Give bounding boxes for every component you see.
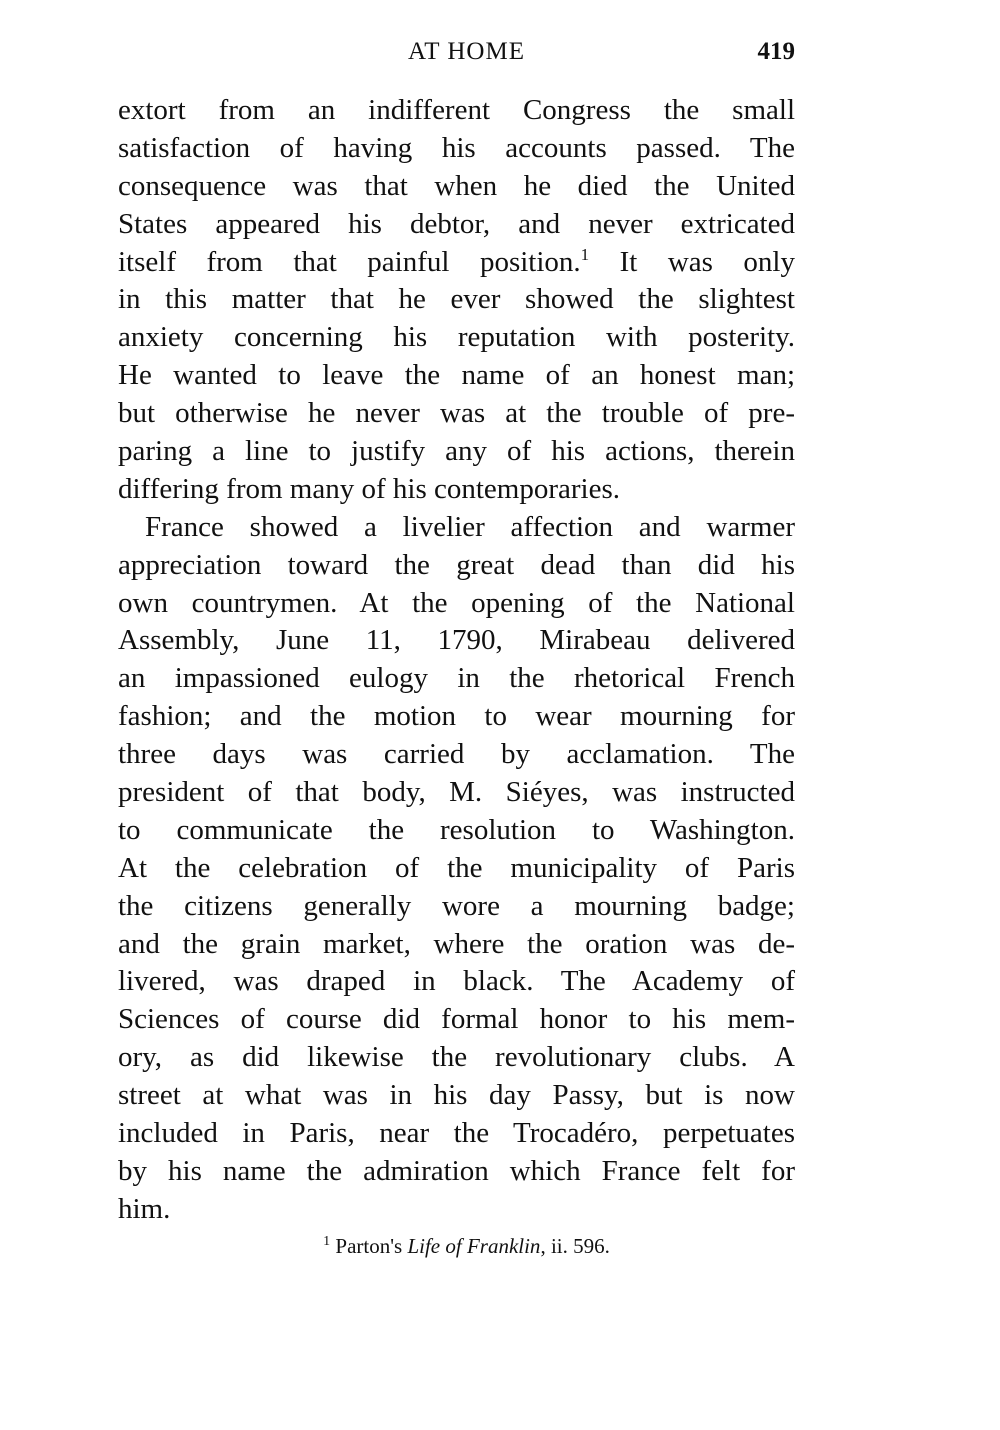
text-line: him. (118, 1192, 171, 1225)
footnote-suffix: , ii. 596. (540, 1234, 610, 1258)
text-line: Sciences of course did formal honor to his mem- (118, 1003, 795, 1036)
running-head: AT HOME (408, 38, 525, 65)
text-line: differing from many of his contemporaries. (118, 472, 620, 505)
footnote (118, 1234, 805, 1259)
text-line: own countrymen. At the opening of the National (118, 586, 795, 619)
text-line: France showed a livelier affection and warmer (145, 510, 795, 543)
text-line: At the celebration of the municipality of Paris (118, 851, 795, 884)
page-body (118, 92, 795, 1229)
text-line: He wanted to leave the name of an honest man; (118, 359, 795, 392)
line-text: It was only (589, 245, 795, 278)
text-line: in this matter that he ever showed the slightest (118, 283, 795, 316)
text-line: the citizens generally wore a mourning badge; (118, 889, 795, 922)
footnote-prefix: Parton's (330, 1234, 408, 1258)
text-line: Assembly, June 11, 1790, Mirabeau delivered (118, 624, 795, 657)
text-line: to communicate the resolution to Washington. (118, 813, 795, 846)
text-line: extort from an indifferent Congress the small (118, 94, 795, 126)
paragraph-1 (118, 92, 795, 509)
page-header (118, 38, 795, 74)
text-line: livered, was draped in black. The Academy of (118, 965, 795, 998)
text-line: by his name the admiration which France felt for (118, 1154, 795, 1187)
text-line: but otherwise he never was at the trouble of pre- (118, 397, 795, 430)
text-line (118, 244, 795, 282)
text-line: consequence was that when he died the United (118, 169, 795, 202)
page-number: 419 (757, 38, 795, 65)
text-line: fashion; and the motion to wear mourning for (118, 700, 795, 733)
text-line: paring a line to justify any of his actions, therein (118, 435, 795, 468)
text-line: and the grain market, where the oration was de- (118, 927, 795, 960)
text-line: ory, as did likewise the revolutionary clubs. A (118, 1041, 795, 1074)
text-line: anxiety concerning his reputation with posterity. (118, 321, 795, 354)
text-line: satisfaction of having his accounts passed. The (118, 131, 795, 164)
text-line: president of that body, M. Siéyes, was instructed (118, 776, 795, 809)
text-line: three days was carried by acclamation. The (118, 738, 795, 771)
text-line: included in Paris, near the Trocadéro, perpetuates (118, 1117, 795, 1150)
text-line: States appeared his debtor, and never extricated (118, 207, 795, 240)
footnote-mark: 1 (323, 1234, 331, 1249)
footnote-reference: 1 (580, 244, 590, 264)
text-line: appreciation toward the great dead than did his (118, 548, 795, 581)
paragraph-2 (118, 509, 795, 1229)
text-line: street at what was in his day Passy, but is now (118, 1079, 795, 1112)
text-line: an impassioned eulogy in the rhetorical French (118, 662, 795, 695)
line-text: itself from that painful position. (118, 245, 581, 278)
footnote-title: Life of Franklin (407, 1234, 541, 1258)
